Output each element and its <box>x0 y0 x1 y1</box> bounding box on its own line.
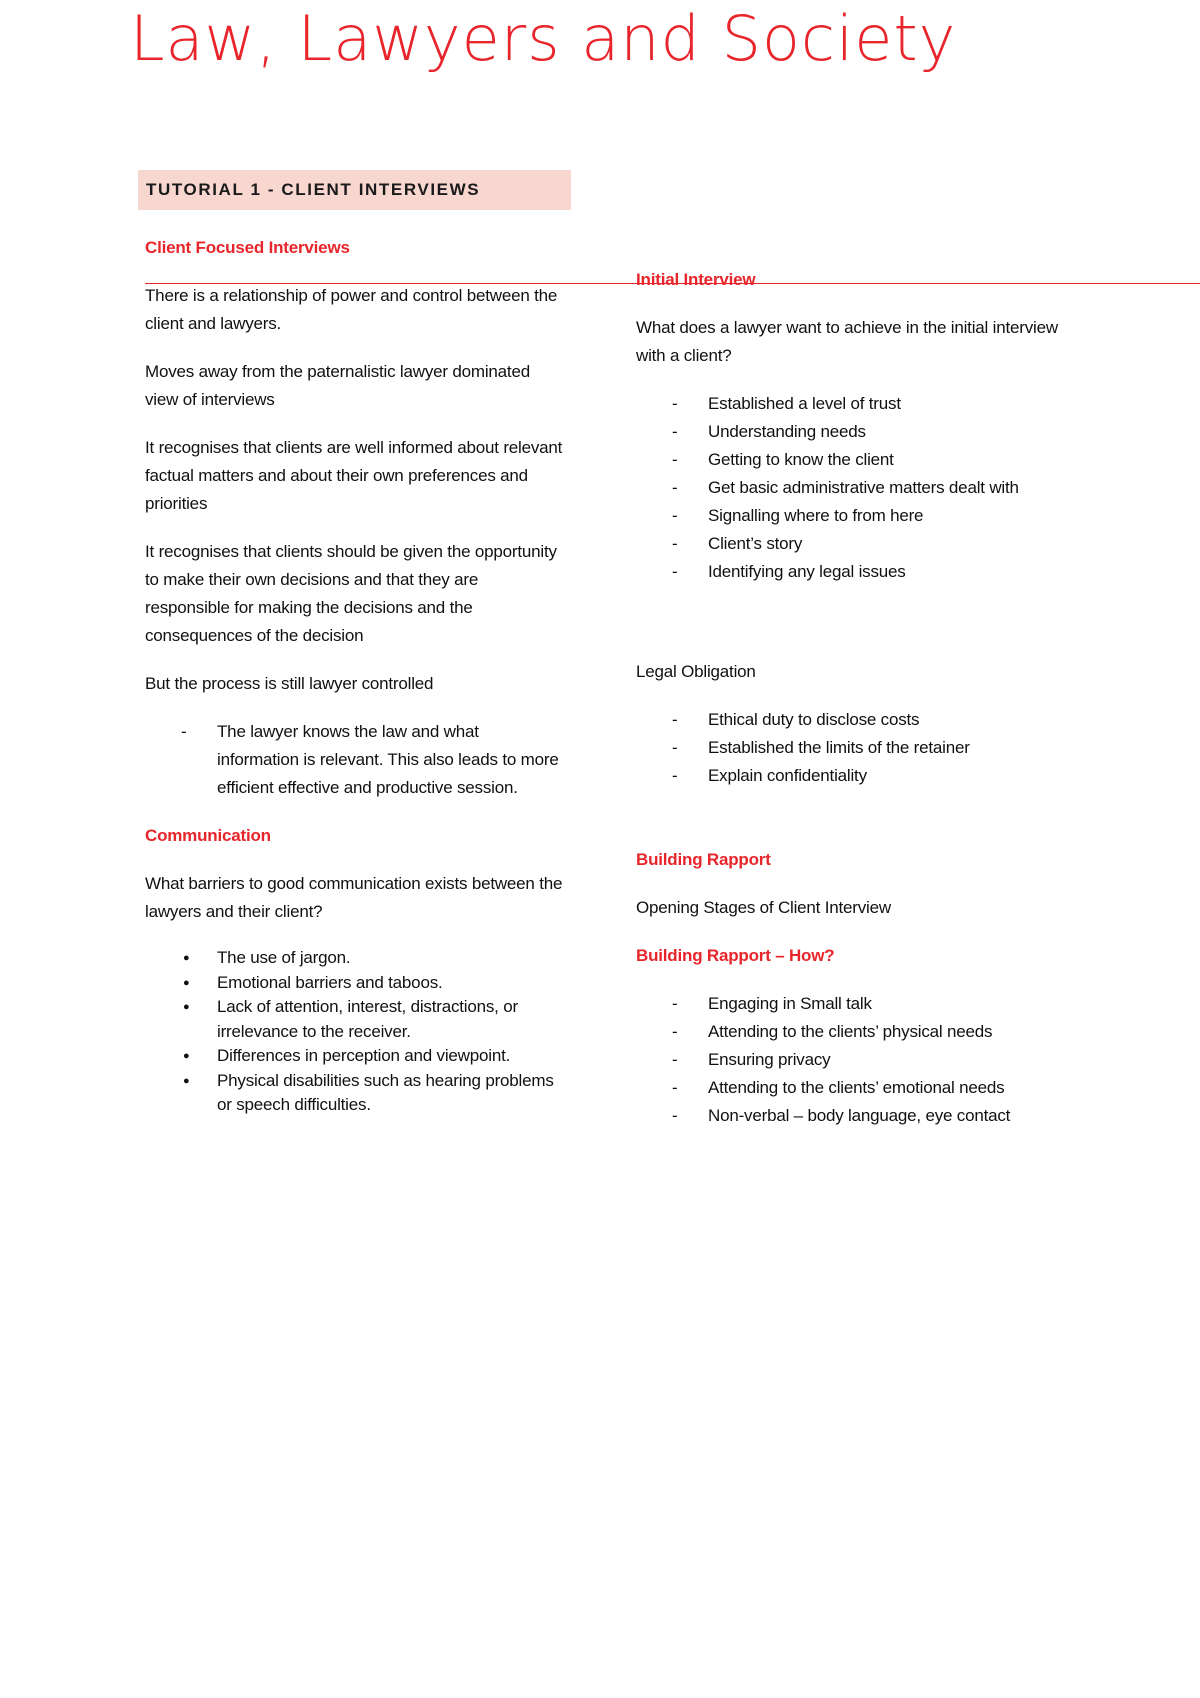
list-item: ● Emotional barriers and taboos. <box>217 971 565 996</box>
building-rapport-methods <box>636 990 1076 1130</box>
paragraph: There is a relationship of power and control between the client and lawyers. <box>145 286 558 333</box>
list-item: - Getting to know the client <box>708 446 1076 474</box>
list-item: - Established the limits of the retainer <box>708 734 1076 762</box>
list-item: - Understanding needs <box>708 418 1076 446</box>
legal-obligation-list <box>636 706 1076 790</box>
list-item: ● Differences in perception and viewpoint. <box>217 1044 565 1069</box>
right-column <box>636 266 1076 1150</box>
section-heading-communication: Communication <box>145 826 271 845</box>
list-item: - The lawyer knows the law and what information is relevant. This also leads to more efficient effective and productive session. <box>217 718 565 802</box>
paragraph: It recognises that clients are well informed about relevant factual matters and about their own preferences and priorities <box>145 438 563 513</box>
lawyer-control-list <box>145 718 565 802</box>
list-item: - Attending to the clients’ emotional needs <box>708 1074 1076 1102</box>
list-item: - Ensuring privacy <box>708 1046 1076 1074</box>
paragraph: Moves away from the paternalistic lawyer dominated view of interviews <box>145 362 530 409</box>
paragraph: But the process is still lawyer controlled <box>145 674 434 693</box>
building-rapport-subheading: Opening Stages of Client Interview <box>636 898 891 917</box>
list-item: - Identifying any legal issues <box>708 558 1076 586</box>
list-item: ● The use of jargon. <box>217 946 565 971</box>
list-item: - Established a level of trust <box>708 390 1076 418</box>
list-item: - Explain confidentiality <box>708 762 1076 790</box>
list-item: - Client’s story <box>708 530 1076 558</box>
list-item: - Get basic administrative matters dealt with <box>708 474 1076 502</box>
page-title: Law, Lawyers and Society <box>130 2 957 75</box>
communication-question: What barriers to good communication exists between the lawyers and their client? <box>145 874 563 921</box>
list-item: - Signalling where to from here <box>708 502 1076 530</box>
legal-obligation-heading: Legal Obligation <box>636 662 756 681</box>
section-heading-initial-interview: Initial Interview <box>636 270 756 289</box>
paragraph: It recognises that clients should be given the opportunity to make their own decisions and that they are responsible for making the decisions and the consequences of the decision <box>145 542 557 645</box>
initial-interview-goals <box>636 390 1076 586</box>
list-item: ● Lack of attention, interest, distractions, or irrelevance to the receiver. <box>217 995 565 1044</box>
list-item: - Ethical duty to disclose costs <box>708 706 1076 734</box>
spacer <box>636 810 1076 846</box>
barriers-list <box>145 946 565 1118</box>
spacer <box>636 606 1076 658</box>
list-item: ● Physical disabilities such as hearing problems or speech difficulties. <box>217 1069 565 1118</box>
section-heading-building-rapport-how: Building Rapport – How? <box>636 946 835 965</box>
tutorial-banner: TUTORIAL 1 - CLIENT INTERVIEWS <box>138 170 571 210</box>
list-item: - Engaging in Small talk <box>708 990 1076 1018</box>
section-heading-building-rapport: Building Rapport <box>636 850 771 869</box>
list-item: - Attending to the clients’ physical needs <box>708 1018 1076 1046</box>
left-column <box>145 234 565 1118</box>
initial-interview-question: What does a lawyer want to achieve in the initial interview with a client? <box>636 318 1058 365</box>
section-heading-client-focused: Client Focused Interviews <box>145 238 350 257</box>
list-item: - Non-verbal – body language, eye contact <box>708 1102 1076 1130</box>
